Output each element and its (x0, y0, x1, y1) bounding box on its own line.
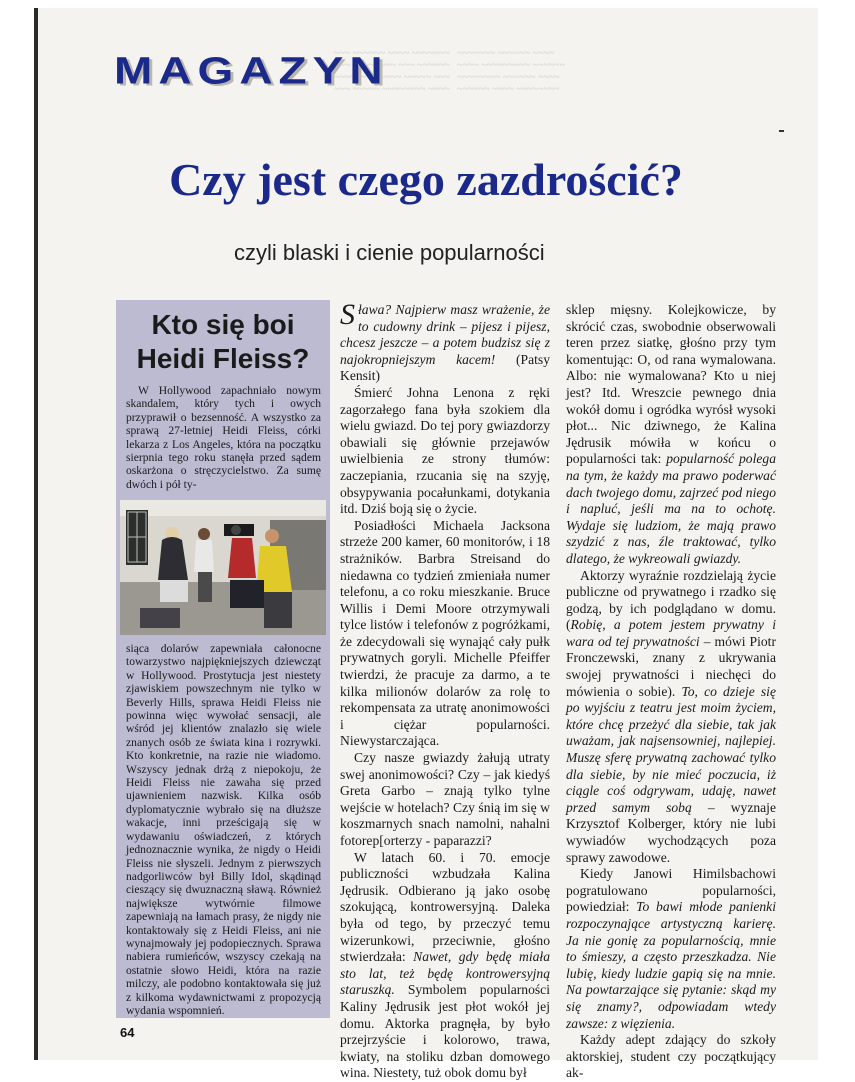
article-headline: Czy jest czego zazdrościć? (169, 154, 683, 205)
sidebar-box (116, 300, 330, 1018)
paragraph-4 (340, 850, 550, 1082)
paragraph-7 (566, 866, 776, 1032)
article-dropcap: S (340, 298, 355, 331)
paragraph-2: Posiadłości Michaela Jacksona strzeże 200 kamer, 60 monitorów, i 18 strażników. Barbra Streisand do niedawna co tydzień zmieniała numer telefonu, a co roku mieszkanie. Bruce Willis i Demi Moore otrzymywali tylce listów i telefonów z pogróżkami, że zdecydowali się wynająć cały pułk prywatnych goryli. Michelle Pfeiffer twierdzi, że pracuje za darmo, a te kilka milionów dolarów za rolę to rekompensata za utratę anonimowości i ciężar popularności. Niewystarczająca. (340, 517, 550, 749)
sidebar-text-top: W Hollywood zapachniało nowym skandalem, który tych i owych przyprawił o bezsenność. A wszystko za sprawą 27-letniej Heidi Fleiss, córki lekarza z Los Angeles, która na początku sierpnia tego roku stanęła przed sądem oskarżona o stręczycielstwo. Za sumę dwóch i pół ty- (126, 384, 321, 491)
paragraph-6-quote-1: Robię, a potem jestem prywatny i wara od tej prywatności (566, 617, 776, 649)
paragraph-1: Śmierć Johna Lenona z ręki zagorzałego fana była szokiem dla wielu gwiazd. Do tej pory gwiazdorzy obawiali się głównie przejawów uwielbienia ze strony tłumów: zaczepiania, rzucania się na szyję, obsypywania pocałunkami, dotykania itd. Dziś boją się o życie. (340, 384, 550, 517)
paragraph-5-start: sklep mięsny. Kolejkowicze, by skrócić czas, swobodnie obserwowali teren przez siatkę, głośno przy tym komentując: O, od rana wymalowana. Albo: nie wymalowana? Kto u niej jest? Itd. Wreszcie pewnego dnia wokół domu i ogródka wyrósł wysoki płot... Nic dziwnego, że Kalina Jędrusik mówiła w końcu o popularności tak: (566, 302, 776, 467)
paragraph-6 (566, 568, 776, 867)
sidebar-title (116, 300, 330, 376)
paragraph-6-start: Aktorzy wyraźnie rozdzielają życie publiczne od prywatnego i rzadko się godzą, by ich podglądano w domu. ( (566, 567, 776, 633)
paragraph-6-mid: – mówi Piotr Fronczewski, znany z ukrywania swojej prywatności i niechęci do mówienia o sobie). (566, 633, 776, 699)
page-number: 64 (120, 1025, 135, 1040)
magazine-page (34, 8, 818, 1081)
paragraph-8: Każdy adept zdający do szkoły aktorskiej, student czy początkujący ak- (566, 1032, 776, 1081)
bleed-through-text: ~~~ ~~~~~~ ~~~~ ~~~~~~~ ~~~~~~~ ~~~~~~ ~~~~ ~~~ ~~~~~~~~ ~~~ ~~~~~~ ~~~~ ~~~~~~~~~ ~~~~~~ ~~~~~~ ~~~~~~ ~~~~~ ~~~ ~~~~~~~~ ~~~~~~ ~~~~ ~~~ ~~~~~ ~~~~~~~~ ~~~~ ~~~~~~ ~~~~ ~~~~~~~~ (334, 48, 565, 95)
article-subtitle: czyli blaski i cienie popularności (234, 240, 545, 265)
paragraph-4-end: Symbolem popularności Kaliny Jędrusik jest płot wokół jej domu. Aktorka pragnęła, by było przejrzyście i kolorowo, trawa, kwiaty, na stoliku dzban domowego wina. Niestety, tuż obok domu był (340, 982, 550, 1081)
article-column-1 (340, 298, 550, 1082)
paragraph-4-start: W latach 60. i 70. emocje publiczności wzbudzała Kalina Jędrusik. Odbierano ją jako osobę szokującą, kontrowersyjną. Daleka była od tego, by przeczyć temu wizerunkowi, przeciwnie, głośno stwierdzała: (340, 849, 550, 965)
opening-quote: ława? Najpierw masz wrażenie, że to cudowny drink – pijesz i pijesz, chcesz jeszcze – a potem budzisz się z najokropniejszym kacem! (340, 302, 550, 367)
paragraph-4-quote: Nawet, gdy będę miała sto lat, też będę kontrowersyjną staruszką. (340, 949, 550, 998)
paragraph-7-start: Kiedy Janowi Himilsbachowi pogratulowano popularności, powiedział: (566, 866, 776, 915)
paragraph-6-end: – wyznaje Krzysztof Kolberger, który nie lubi wywiadów wychodzących poza sprawy zawodowe. (566, 799, 776, 865)
opening-quote-author: (Patsy Kensit) (340, 351, 550, 384)
sidebar-title-line1: Kto się boi (151, 309, 295, 340)
paragraph-5 (566, 302, 776, 568)
sidebar-text-bottom: siąca dolarów zapewniała całonocne towarzystwo najpiękniejszych dziewcząt w Hollywood. Prostytucja jest niestety zjawiskiem powszechnym nie tylko w Beverly Hills, sprawa Heidi Fleiss nie powinna więc wywołać sensacji, ale wśród jej klientów znalazło się wiele znanych osób ze świata kina i rozrywki. Kto konkretnie, na razie nie wiadomo. Wszyscy jednak drżą z niepokoju, że Heidi Fleiss nie zawaha się przed ujawnieniem nazwisk. Kilka osób dyplomatycznie wybrało się na dłuższe wakacje, inni prześcigają się w wydawaniu oświadczeń, z których jednoznacznie wynika, że nigdy o Heidi Fleiss nie słyszeli. Jednym z pierwszych nadgorliwców był Billy Idol, skądinąd cieszący się dwuznaczną sławą. Również największe wytwórnie filmowe zapewniają na łamach prasy, że nigdy nie kontaktowały się z Heidi Fleiss, ani nie wynajmowały jej podopiecznych. Sprawa nabiera rumieńców, wszyscy czekają na ostatnie słowo Heidi, która na razie milczy, ale podobno kontaktowała się już z kilkoma wydawnictwami z propozycją wydania wspomnień. (126, 642, 321, 1017)
print-mark (779, 130, 784, 132)
paragraph-5-quote: popularność polega na tym, że każdy ma prawo poderwać dach twojego domu, zajrzeć pod niego i napluć, jeśli ma na to ochotę. Wydaje się ludziom, że mają prawo szydzić z nas, źle traktować, tylko dlatego, że wykreowali gwiazdy. (566, 451, 776, 566)
paragraph-3: Czy nasze gwiazdy żałują utraty swej anonimowości? Czy – jak kiedyś Greta Garbo – znają tylko tylne wejście w hotelach? Czy śnią im się w koszmarnych snach namolni, nahalni fotorep[orterzy - paparazzi? (340, 750, 550, 848)
news-photo (120, 500, 326, 635)
paragraph-6-quote-2: To, co dzieje się po wyjściu z teatru jest moim życiem, które chcę przeżyć dla siebie, tak jak uważam, jak najsensowniej, najlepiej. Muszę sferę prywatną zachować tylko dla siebie, by nie mieć poczucia, iż ciągle coś odgrywam, udaję, nawet przed samym sobą (566, 683, 776, 815)
article-column-2 (566, 302, 776, 1082)
sidebar-title-line2: Heidi Fleiss? (136, 343, 310, 374)
paragraph-7-quote: To bawi młode panienki rozpoczynające artystyczną karierę. Ja nie gonię za popularnością, mnie to śmieszy, a często przeszkadza. Nie lubię, kiedy ludzie gapią się na mnie. Na powtarzające się pytanie: skąd my się znamy?, odpowiadam wtedy zawsze: z więzienia. (566, 899, 776, 1031)
magazine-section-title: MAGAZYN (114, 48, 389, 92)
